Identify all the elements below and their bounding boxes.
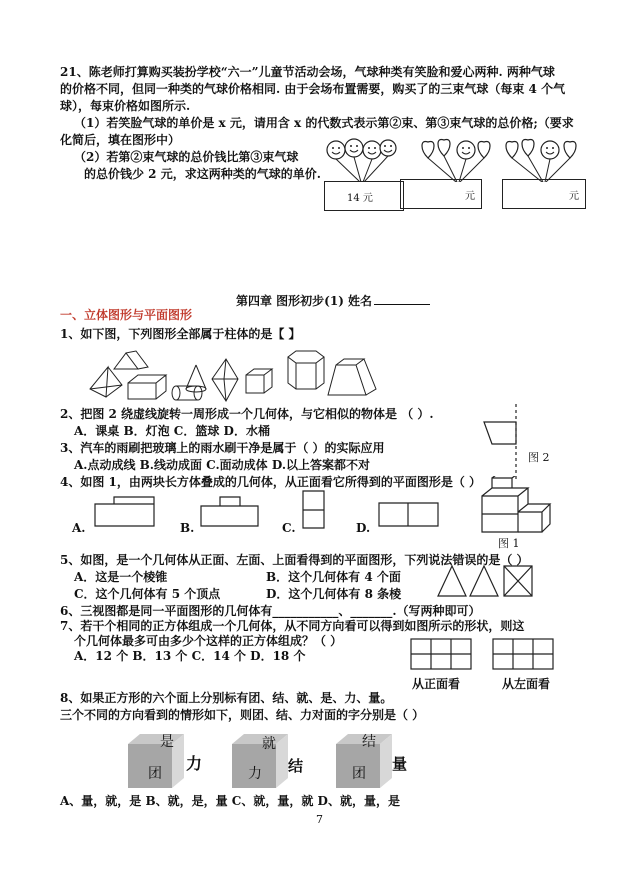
figure-1 [480, 476, 552, 536]
q5-option-d: D．这个几何体有 8 条棱 [266, 587, 402, 601]
three-views-figure [436, 564, 536, 598]
q5-option-a: A．这是一个棱锥 [74, 570, 168, 584]
q21-sub1a: （1）若笑脸气球的单价是 x 元，请用含 x 的代数式表示第②束、第③束气球的总价格;（要求 [74, 116, 574, 130]
name-blank[interactable] [374, 292, 430, 305]
cube-2-front: 力 [248, 766, 262, 782]
figure-2 [478, 402, 538, 484]
solids-figure [86, 345, 386, 405]
balloon-bunch-3 [502, 138, 586, 182]
q21-line1: 21、陈老师打算购买装扮学校“六一”儿童节活动会场，气球种类有笑脸和爱心两种. 两种气球 [60, 65, 555, 79]
q4-stem: 4、如图 1，由两块长方体叠成的几何体，从正面看它所得到的平面图形是（ ） [60, 475, 482, 489]
front-view-label: 从正面看 [412, 677, 461, 691]
cube-3-top: 结 [362, 734, 376, 750]
balloon-bunch-1 [322, 138, 402, 182]
cube-1-side: 力 [186, 754, 203, 773]
price-box-3-unit: 元 [569, 191, 579, 202]
q4-option-d-shape [378, 502, 440, 528]
q7-options: A．12 个 B．13 个 C．14 个 D．18 个 [74, 649, 306, 663]
q4-option-d: D. [356, 521, 371, 535]
q7-line2: 个几何体最多可由多少个这样的正方体组成？（ ） [74, 634, 343, 648]
left-view-grid [492, 638, 554, 670]
q4-option-a-shape [94, 496, 156, 528]
q4-option-b-shape [200, 496, 260, 528]
q21-line3: 球），每束价格如图所示. [60, 99, 191, 113]
q4-option-a: A. [72, 521, 86, 535]
price-box-2[interactable] [400, 179, 482, 209]
q8-line1: 8、如果正方形的六个面上分别标有团、结、就、是、力、量。 [60, 691, 393, 705]
section-heading: 一、立体图形与平面图形 [60, 308, 193, 322]
cube-2-side: 结 [288, 757, 304, 775]
price-box-2-unit: 元 [465, 191, 475, 202]
cube-1-top: 是 [160, 734, 174, 750]
q8-options: A、量，就，是 B、就，是，量 C、就，量，就 D、就，量，是 [60, 794, 400, 808]
q5-stem: 5、如图，是一个几何体从正面、左面、上面看得到的平面图形，下列说法错误的是（ ） [60, 553, 529, 567]
q5-option-b: B．这个几何体有 4 个面 [266, 570, 401, 584]
q7-line1: 7、若干个相同的正方体组成一个几何体，从不同方向看可以得到如图所示的形状，则这 [60, 619, 525, 633]
q6-stem: 6、三视图都是同一平面图形的几何体有___________、_______.（写两种即可） [60, 604, 481, 618]
chapter-title-text: 第四章 图形初步(1) 姓名 [236, 294, 373, 308]
cube-2-top: 就 [262, 736, 276, 752]
q4-option-b: B. [180, 521, 195, 535]
q3-options: A.点动成线 B.线动成面 C.面动成体 D.以上答案都不对 [74, 458, 371, 472]
q3-stem: 3、汽车的雨刷把玻璃上的雨水刷干净是属于（ ）的实际应用 [60, 441, 385, 455]
price-box-3[interactable] [502, 179, 586, 209]
page-number: 7 [316, 813, 323, 826]
price-box-1 [324, 181, 404, 211]
q1-stem: 1、如下图，下列图形全部属于柱体的是【 】 [60, 327, 301, 341]
front-view-grid [410, 638, 472, 670]
price-box-1-label: 14 元 [347, 193, 373, 204]
q21-sub1b: 化简后，填在图形中） [60, 133, 181, 147]
q4-option-c: C. [282, 521, 296, 535]
figure-2-label: 图 2 [528, 451, 550, 464]
balloon-bunch-2 [416, 138, 500, 182]
q2-stem: 2、把图 2 绕虚线旋转一周形成一个几何体，与它相似的物体是 （ ）. [60, 407, 434, 421]
q5-option-c: C．这个几何体有 5 个顶点 [74, 587, 221, 601]
cube-3-front: 团 [352, 766, 366, 782]
q4-option-c-shape [302, 490, 326, 530]
q21-line2: 的价格不同，但同一种类的气球价格相同. 由于会场布置需要，购买了的三束气球（每束 4 个气 [60, 82, 566, 96]
q8-line2: 三个不同的方向看到的情形如下，则团、结、力对面的字分别是（ ） [60, 708, 425, 722]
q21-sub2b: 的总价钱少 2 元，求这两种类的气球的单价. [84, 167, 321, 181]
cube-1-front: 团 [148, 766, 162, 782]
q21-sub2a: （2）若第②束气球的总价钱比第③束气球 [74, 150, 299, 164]
chapter-title [236, 292, 430, 309]
left-view-label: 从左面看 [502, 677, 551, 691]
cube-3-side: 量 [392, 755, 408, 773]
figure-1-label: 图 1 [498, 537, 520, 550]
q2-options: A．课桌 B．灯泡 C．篮球 D．水桶 [74, 424, 270, 438]
